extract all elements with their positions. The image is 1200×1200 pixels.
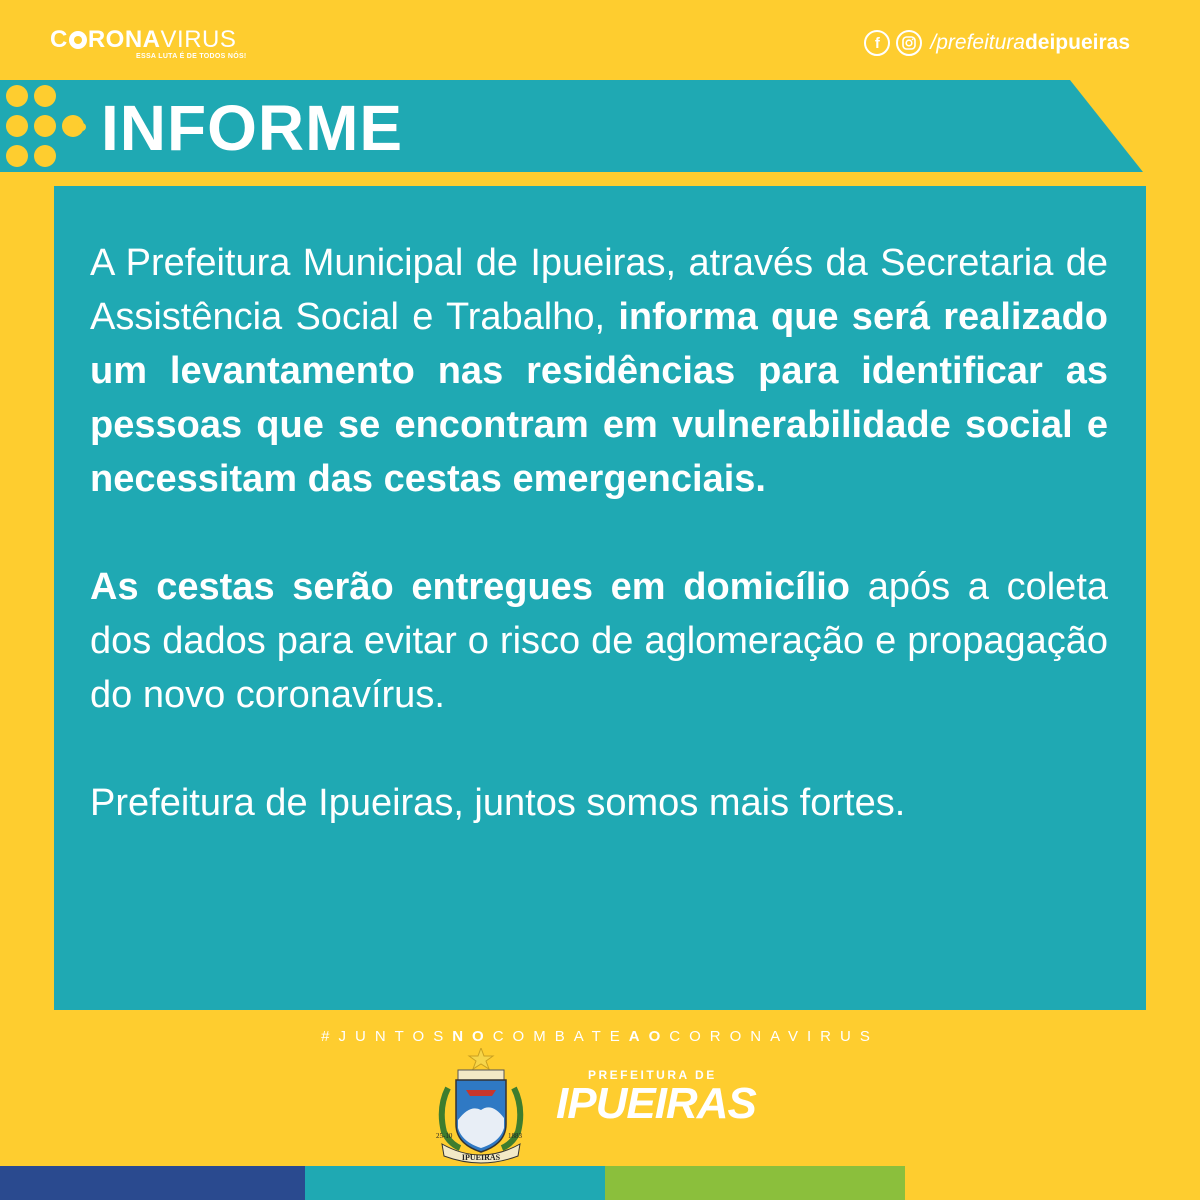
- paragraph-3: Prefeitura de Ipueiras, juntos somos mais fortes.: [90, 782, 906, 824]
- p2-bold: As cestas serão entregues em domicílio: [90, 566, 851, 608]
- hashtag: [0, 1028, 1200, 1045]
- facebook-icon[interactable]: f: [864, 30, 890, 56]
- logo-virus: VIRUS: [160, 26, 237, 53]
- hashtag-part-5: CORONAVIRUS: [669, 1028, 879, 1045]
- page-title: INFORME: [101, 92, 404, 164]
- handle-name: deipueiras: [1024, 31, 1130, 54]
- social-handle[interactable]: [930, 31, 1130, 55]
- dots-decoration: [0, 80, 90, 180]
- hashtag-part-3: COMBATE: [492, 1028, 629, 1045]
- crest-year: 1883: [508, 1132, 522, 1140]
- paragraph-1: [90, 236, 1108, 506]
- logo-prefix: C: [50, 26, 68, 53]
- footer-bar-blue: [0, 1166, 305, 1200]
- informe-text: [90, 236, 1108, 830]
- p1-regular: A Prefeitura Municipal de Ipueiras, através da Secretaria de Assistência Social e Trabalho,: [90, 242, 1108, 338]
- crest-date: 25-10: [436, 1132, 453, 1140]
- p1-bold: informa que será realizado um levantamento nas residências para identificar as pessoas que se encontram em vulnerabilidade social e necessitam das cestas emergenciais.: [90, 296, 1108, 500]
- prefeitura-label: PREFEITURA DE: [588, 1068, 717, 1082]
- city-crest-icon: [430, 1048, 532, 1164]
- social-links: [864, 30, 1130, 56]
- coronavirus-logo: [50, 28, 247, 60]
- virus-icon: [69, 31, 87, 49]
- hashtag-part-2: NO: [452, 1028, 493, 1045]
- crest-name: IPUEIRAS: [461, 1153, 501, 1162]
- footer-bar-green: [605, 1166, 905, 1200]
- handle-prefix: /prefeitura: [930, 31, 1025, 54]
- logo-rona: RONA: [87, 26, 161, 53]
- hashtag-part-4: AO: [628, 1028, 670, 1045]
- paragraph-2: [90, 560, 1108, 722]
- footer-bar-teal: [305, 1166, 605, 1200]
- logo-subtitle: ESSA LUTA É DE TODOS NÓS!: [136, 53, 247, 60]
- instagram-icon[interactable]: [896, 30, 922, 56]
- p2-regular: após a coleta dos dados para evitar o risco de aglomeração e propagação do novo coronavírus.: [90, 566, 1109, 716]
- hashtag-part-1: #JUNTOS: [321, 1028, 453, 1045]
- prefeitura-name: IPUEIRAS: [556, 1079, 756, 1128]
